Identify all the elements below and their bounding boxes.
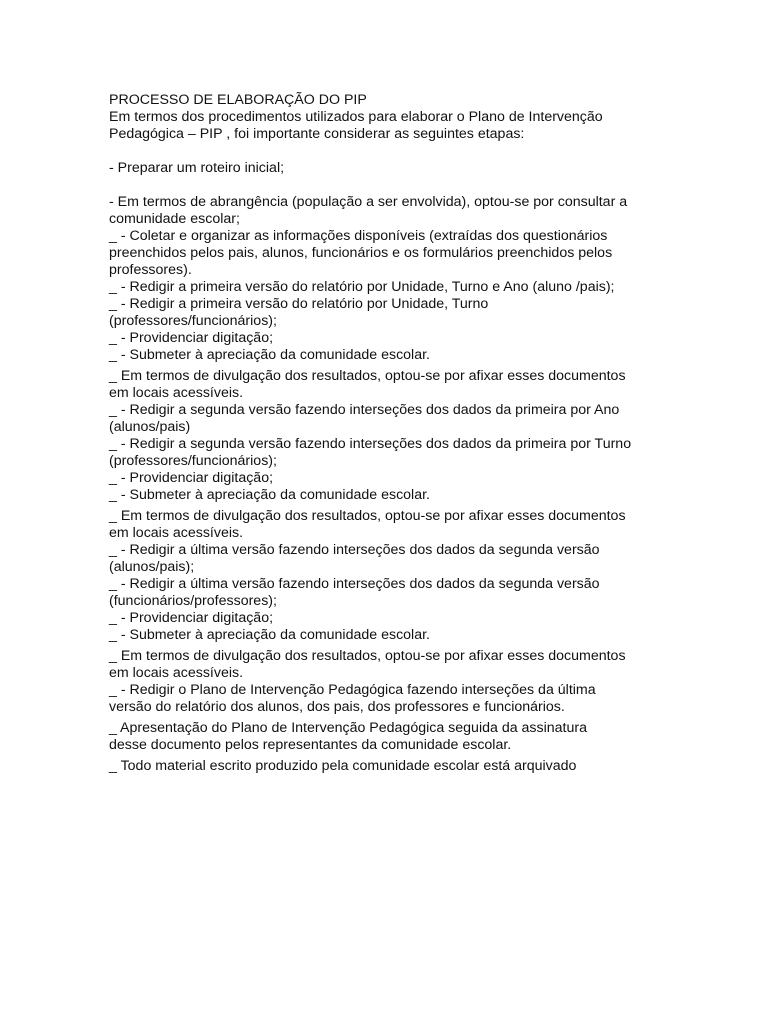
document-title: PROCESSO DE ELABORAÇÃO DO PIP	[109, 92, 367, 108]
text-line: _ - Submeter à apreciação da comunidade escolar.	[109, 487, 430, 503]
text-line: _ Em termos de divulgação dos resultados, optou-se por afixar esses documentos	[109, 508, 626, 524]
text-line: _ - Redigir a primeira versão do relatório por Unidade, Turno e Ano (aluno /pais);	[109, 279, 615, 295]
text-line: _ - Submeter à apreciação da comunidade escolar.	[109, 347, 430, 363]
text-line: _ Em termos de divulgação dos resultados, optou-se por afixar esses documentos	[109, 648, 626, 664]
paragraph-spacer	[109, 143, 669, 160]
text-line: preenchidos pelos pais, alunos, funcionários e os formulários preenchidos pelos	[109, 245, 613, 261]
text-line: _ Apresentação do Plano de Intervenção Pedagógica seguida da assinatura	[109, 720, 587, 736]
text-line: _ - Redigir a última versão fazendo interseções dos dados da segunda versão	[109, 576, 600, 592]
text-line: comunidade escolar;	[109, 211, 240, 227]
text-line: _ - Redigir a primeira versão do relatório por Unidade, Turno	[109, 296, 489, 312]
text-line: em locais acessíveis.	[109, 525, 244, 541]
text-line: versão do relatório dos alunos, dos pais, dos professores e funcionários.	[109, 699, 565, 715]
text-line: (professores/funcionários);	[109, 453, 277, 469]
text-line: em locais acessíveis.	[109, 665, 244, 681]
text-line: _ - Providenciar digitação;	[109, 470, 274, 486]
text-line: - Em termos de abrangência (população a ser envolvida), optou-se por consultar a	[109, 194, 628, 210]
text-line: _ - Redigir a última versão fazendo interseções dos dados da segunda versão	[109, 542, 600, 558]
paragraph-spacer	[109, 177, 669, 194]
text-line: professores).	[109, 262, 192, 278]
text-line: em locais acessíveis.	[109, 385, 244, 401]
text-line: (alunos/pais)	[109, 419, 191, 435]
text-line: _ - Coletar e organizar as informações disponíveis (extraídas dos questionários	[109, 228, 608, 244]
text-line: desse documento pelos representantes da comunidade escolar.	[109, 737, 512, 753]
text-line: _ - Redigir a segunda versão fazendo interseções dos dados da primeira por Turno	[109, 436, 632, 452]
text-line: _ Em termos de divulgação dos resultados, optou-se por afixar esses documentos	[109, 368, 626, 384]
text-line: _ Todo material escrito produzido pela comunidade escolar está arquivado	[109, 758, 577, 774]
text-line: _ - Submeter à apreciação da comunidade escolar.	[109, 627, 430, 643]
text-line: (alunos/pais);	[109, 559, 195, 575]
text-line: _ - Redigir a segunda versão fazendo interseções dos dados da primeira por Ano	[109, 402, 620, 418]
text-line: _ - Redigir o Plano de Intervenção Pedagógica fazendo interseções da última	[109, 682, 596, 698]
text-line: _ - Providenciar digitação;	[109, 330, 274, 346]
document-body	[109, 92, 669, 775]
text-line: Pedagógica – PIP , foi importante considerar as seguintes etapas:	[109, 126, 525, 142]
text-line: (professores/funcionários);	[109, 313, 277, 329]
text-line: - Preparar um roteiro inicial;	[109, 160, 285, 176]
text-line: (funcionários/professores);	[109, 593, 277, 609]
text-line: _ - Providenciar digitação;	[109, 610, 274, 626]
text-line: Em termos dos procedimentos utilizados para elaborar o Plano de Intervenção	[109, 109, 603, 125]
